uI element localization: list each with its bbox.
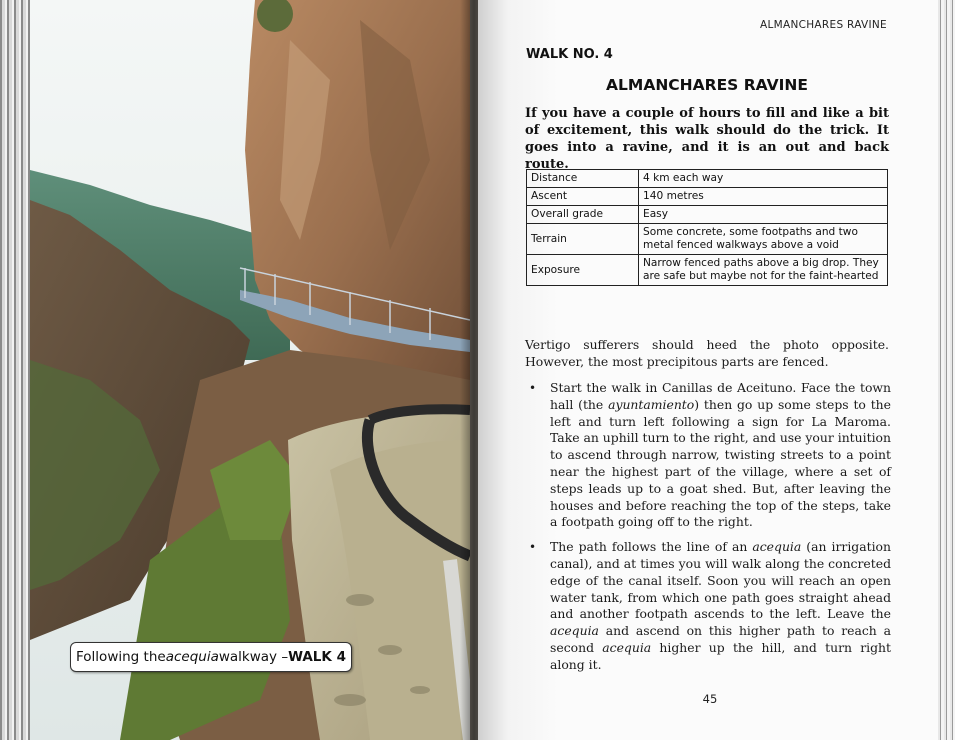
table-row <box>527 188 888 206</box>
vertigo-note: Vertigo sufferers should heed the photo opposite. However, the most precipitous parts are fenced. <box>525 337 889 369</box>
text-run: (an irrigation canal), and at times you will walk along the concreted edge of the canal itself. Soon you will reach an open water tank, from which one path goes straight ahead and another footpath ascends to the left. Leave the <box>550 539 891 622</box>
page-number: 45 <box>702 692 718 706</box>
text-run: higher up the hill, and turn right along it. <box>550 639 891 672</box>
photo-caption <box>70 642 352 672</box>
table-key: Overall grade <box>527 206 639 224</box>
directions-list <box>525 380 891 682</box>
right-page-edges <box>938 0 955 740</box>
table-row <box>527 224 888 255</box>
text-run: ) then go up some steps to the left and turn left following a sign for La Maroma. Take an uphill turn to the right, and use your intuition to ascend through narrow, twisting streets to a point near the highest part of the village, where a set of steps leads up to a goat shed. But, after leaving the houses and before reaching the top of the steps, take a footpath going off to the right. <box>550 396 891 530</box>
text-run: and ascend on this higher path to reach a second <box>550 623 891 655</box>
text-run: Start the walk in Canillas de Aceituno. Face the town hall (the <box>550 380 891 412</box>
table-value: Some concrete, some footpaths and two metal fenced walkways above a void <box>639 224 888 255</box>
table-row <box>527 206 888 224</box>
bullet-icon: • <box>529 381 537 395</box>
table-value: Narrow fenced paths above a big drop. They are safe but maybe not for the faint-hearted <box>639 255 888 286</box>
list-item <box>525 539 891 673</box>
caption-prefix: Following the <box>76 649 166 665</box>
table-key: Exposure <box>527 255 639 286</box>
table-key: Distance <box>527 170 639 188</box>
caption-italic: acequia <box>165 649 219 665</box>
text-run-italic: ayuntamiento <box>608 396 695 412</box>
ravine-photo <box>30 0 470 740</box>
table-row <box>527 255 888 286</box>
table-row <box>527 170 888 188</box>
table-value: 4 km each way <box>639 170 888 188</box>
intro-paragraph: If you have a couple of hours to fill and like a bit of excitement, this walk should do the trick. It goes into a ravine, and it is an out and back route. <box>525 106 889 172</box>
text-run-italic: acequia <box>752 539 802 555</box>
table-value: Easy <box>639 206 888 224</box>
table-key: Ascent <box>527 188 639 206</box>
walk-number: WALK NO. 4 <box>526 47 613 62</box>
text-run-italic: acequia <box>602 639 652 655</box>
text-run-italic: acequia <box>550 623 599 639</box>
text-run: The path follows the line of an <box>550 539 753 555</box>
list-item <box>525 380 891 531</box>
table-key: Terrain <box>527 224 639 255</box>
walk-info-table <box>526 169 888 286</box>
page-title: ALMANCHARES RAVINE <box>606 76 808 94</box>
left-page-edges <box>0 0 34 740</box>
caption-middle: walkway – <box>218 649 289 665</box>
bullet-icon: • <box>529 540 537 555</box>
caption-bold: WALK 4 <box>288 649 346 665</box>
running-head: ALMANCHARES RAVINE <box>759 19 887 31</box>
table-value: 140 metres <box>639 188 888 206</box>
